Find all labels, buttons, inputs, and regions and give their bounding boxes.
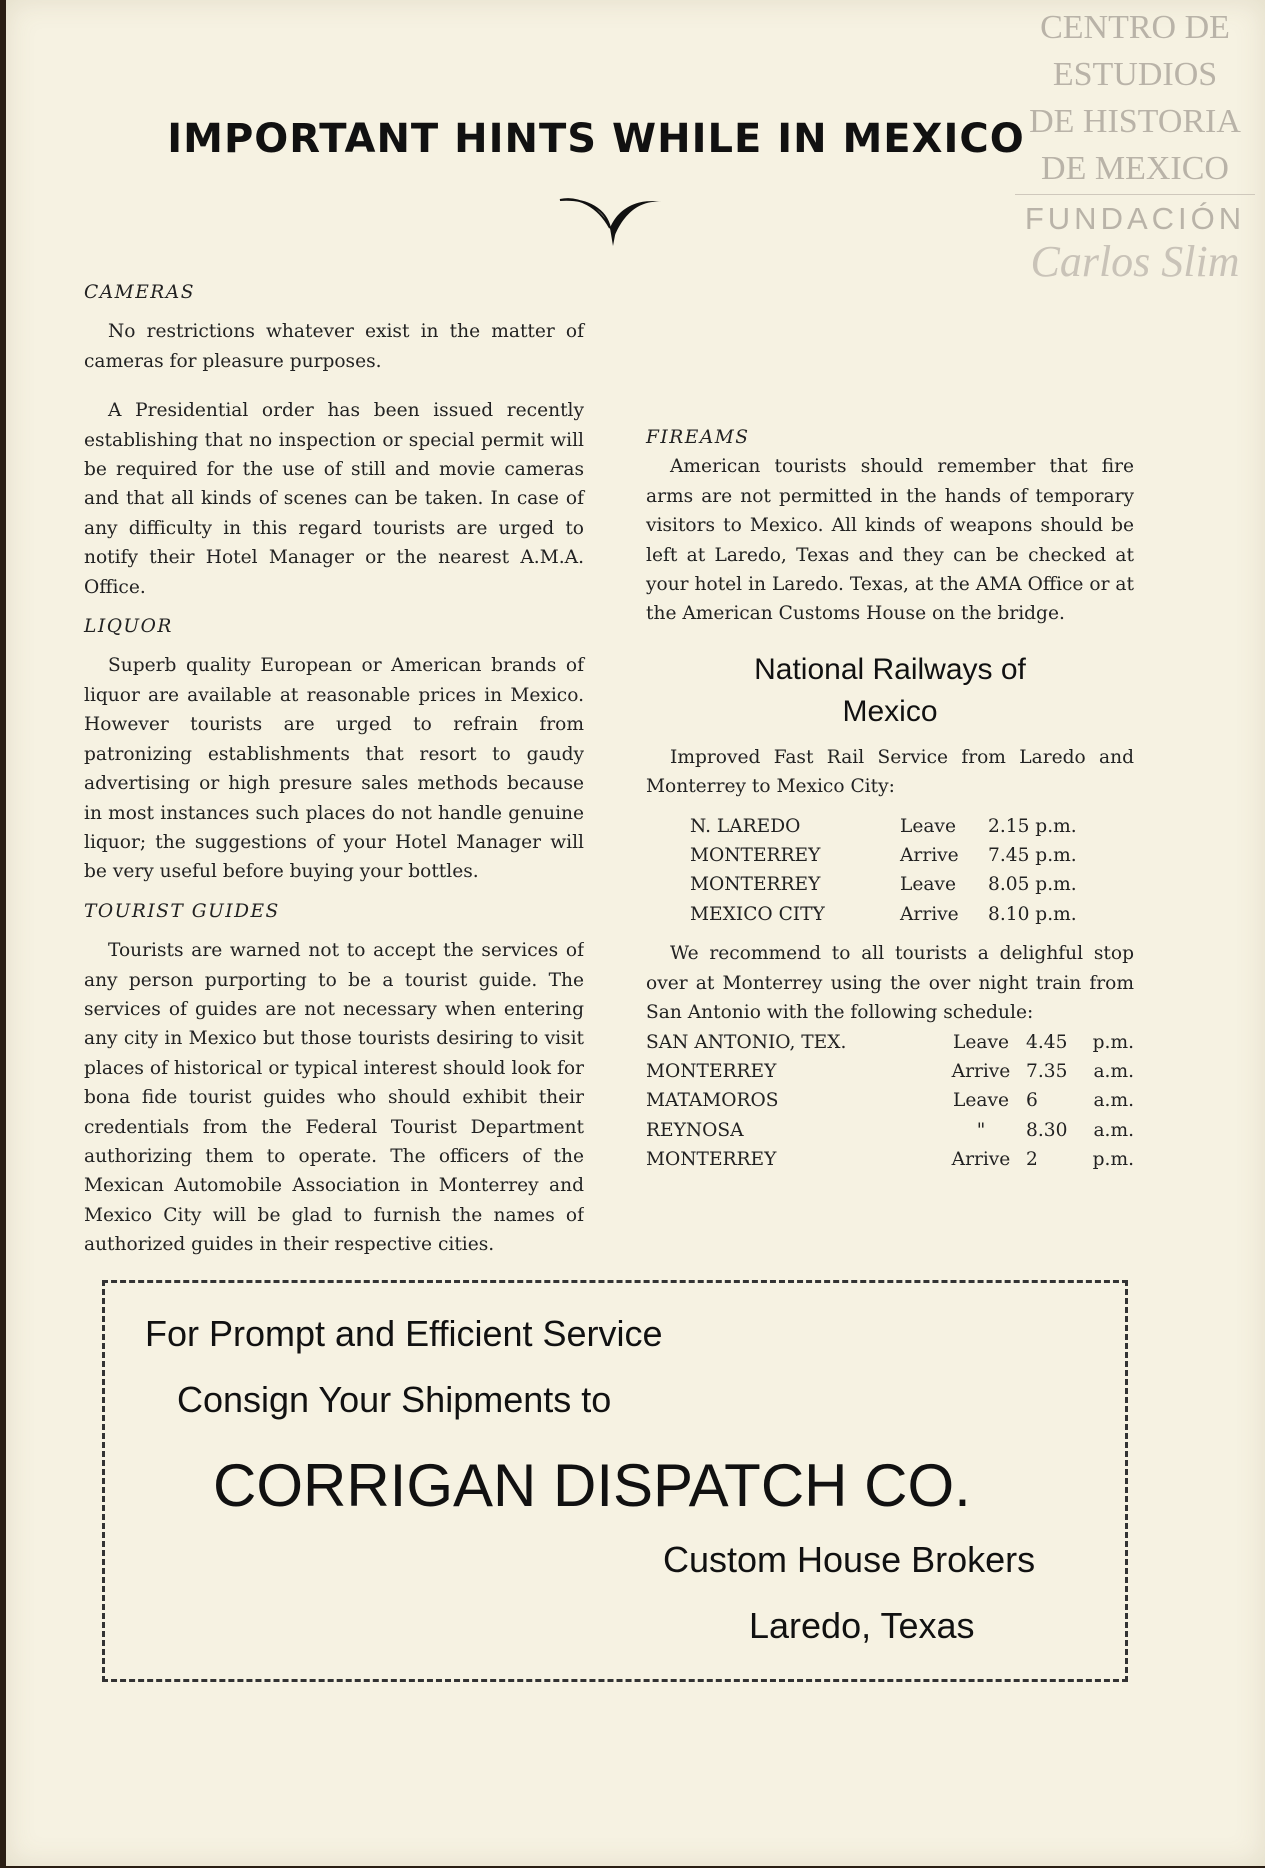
firearms-heading: FIREAMS — [646, 427, 750, 448]
left-column — [84, 278, 584, 1348]
train-ampm: a.m. — [1093, 1119, 1134, 1141]
train-action: " — [976, 1119, 986, 1141]
train-time: 7.45 p.m. — [988, 845, 1077, 867]
firearms-paragraph: American tourists should remember that fire arms are not permitted in the hands of temporary visitors to Mexico. All kinds of weapons should be left at Laredo, Texas and they can be checked at your hotel in Laredo. Texas, at the AMA Office or at the American Customs House on the bridge. — [646, 456, 1134, 625]
station-name: MATAMOROS — [646, 1090, 779, 1112]
cameras-heading: CAMERAS — [84, 282, 195, 303]
train-action: Arrive — [900, 845, 959, 867]
train-time: 2 — [1026, 1149, 1038, 1171]
watermark-foundation: FUNDACIÓN — [1024, 201, 1246, 236]
train-action: Leave — [953, 1090, 1009, 1112]
schedule-row — [646, 1116, 1134, 1145]
guides-heading: TOURIST GUIDES — [84, 900, 280, 922]
right-column — [646, 278, 1134, 1175]
train-action: Arrive — [951, 1149, 1011, 1171]
bird-ornament-icon — [558, 188, 663, 248]
schedule-laredo-mexico — [690, 812, 1077, 930]
schedule-row — [690, 841, 1077, 870]
schedule-row — [690, 870, 1077, 899]
train-time: 6 — [1026, 1090, 1038, 1112]
liquor-paragraph: Superb quality European or American brands of liquor are available at reasonable prices in Mexico. However tourists are urged to refrain from patronizing establishments that resort to gaudy advertising or high presure sales methods because in most instances such places do not handle genuine liquor; the suggestions of your Hotel Manager will be very useful before buying your bottles. — [84, 655, 584, 883]
cameras-paragraph-1: No restrictions whatever exist in the matter of cameras for pleasure purposes. — [84, 321, 584, 372]
train-action: Arrive — [900, 903, 959, 925]
ad-line-brokers: Custom House Brokers — [663, 1539, 1036, 1580]
railways-title-line-2: Mexico — [842, 694, 938, 728]
train-ampm: p.m. — [1092, 1149, 1134, 1171]
train-time: 8.30 — [1026, 1119, 1068, 1141]
station-name: REYNOSA — [646, 1119, 744, 1141]
schedule-row — [690, 812, 1077, 841]
schedule-row — [646, 1057, 1134, 1086]
watermark-line: CENTRO DE — [1040, 9, 1230, 46]
station-name: MONTERREY — [690, 874, 821, 896]
station-name: MONTERREY — [690, 845, 821, 867]
schedule-row — [646, 1028, 1134, 1057]
train-action: Arrive — [951, 1060, 1011, 1082]
train-ampm: a.m. — [1093, 1090, 1134, 1112]
liquor-heading: LIQUOR — [84, 616, 173, 638]
train-time: 7.35 — [1026, 1060, 1068, 1082]
watermark-line: DE MEXICO — [1041, 150, 1229, 187]
station-name: MONTERREY — [646, 1060, 777, 1082]
page-title: IMPORTANT HINTS WHILE IN MEXICO — [167, 116, 1025, 162]
ad-line-consign: Consign Your Shipments to — [177, 1379, 612, 1420]
train-action: Leave — [900, 874, 956, 896]
watermark-divider — [1015, 194, 1255, 195]
train-action: Leave — [900, 815, 956, 837]
advertisement-box — [102, 1280, 1128, 1682]
train-ampm: p.m. — [1092, 1031, 1134, 1053]
station-name: N. LAREDO — [690, 815, 801, 837]
train-time: 8.10 p.m. — [988, 903, 1077, 925]
station-name: SAN ANTONIO, TEX. — [646, 1031, 847, 1053]
schedule-row — [646, 1145, 1134, 1174]
ad-company-name: CORRIGAN DISPATCH CO. — [213, 1452, 971, 1519]
cameras-paragraph-2: A Presidential order has been issued recently establishing that no inspection or special permit will be required for the use of still and movie cameras and that all kinds of scenes can be taken. In case of any difficulty in this regard tourists are urged to notify their Hotel Manager or the nearest A.M.A. Office. — [84, 400, 584, 598]
station-name: MONTERREY — [646, 1149, 777, 1171]
page — [6, 0, 1265, 1866]
watermark-line: ESTUDIOS — [1052, 56, 1218, 93]
train-ampm: a.m. — [1093, 1060, 1134, 1082]
station-name: MEXICO CITY — [690, 903, 825, 925]
schedule-row — [646, 1086, 1134, 1115]
train-action: Leave — [953, 1031, 1009, 1053]
railways-title: National Railways of — [754, 652, 1026, 686]
guides-paragraph: Tourists are warned not to accept the services of any person purporting to be a tourist guide. The services of guides are not necessary when entering any city in Mexico but those tourists desiring to visit places of historical or typical interest should look for bona fide tourist guides who should exhibit their credentials from the Federal Tourist Department authorizing them to operate. The officers of the Mexican Automobile Association in Monterrey and Mexico City will be glad to furnish the names of authorized guides in their respective cities. — [84, 940, 584, 1256]
railways-recommendation: We recommend to all tourists a delighful stop over at Monterrey using the over night train from San Antonio with the following schedule: — [646, 943, 1134, 1024]
ad-line-service: For Prompt and Efficient Service — [145, 1313, 663, 1354]
watermark-line: DE HISTORIA — [1029, 103, 1241, 140]
schedule-san-antonio — [646, 1028, 1134, 1175]
guides-continuation-space — [646, 278, 1134, 423]
railways-intro: Improved Fast Rail Service from Laredo and Monterrey to Mexico City: — [646, 746, 1134, 798]
train-time: 8.05 p.m. — [988, 874, 1077, 896]
schedule-row — [690, 900, 1077, 929]
ad-line-location: Laredo, Texas — [749, 1605, 975, 1646]
watermark-signature: Carlos Slim — [1030, 237, 1240, 286]
train-time: 2.15 p.m. — [988, 815, 1077, 837]
train-time: 4.45 — [1026, 1031, 1068, 1053]
